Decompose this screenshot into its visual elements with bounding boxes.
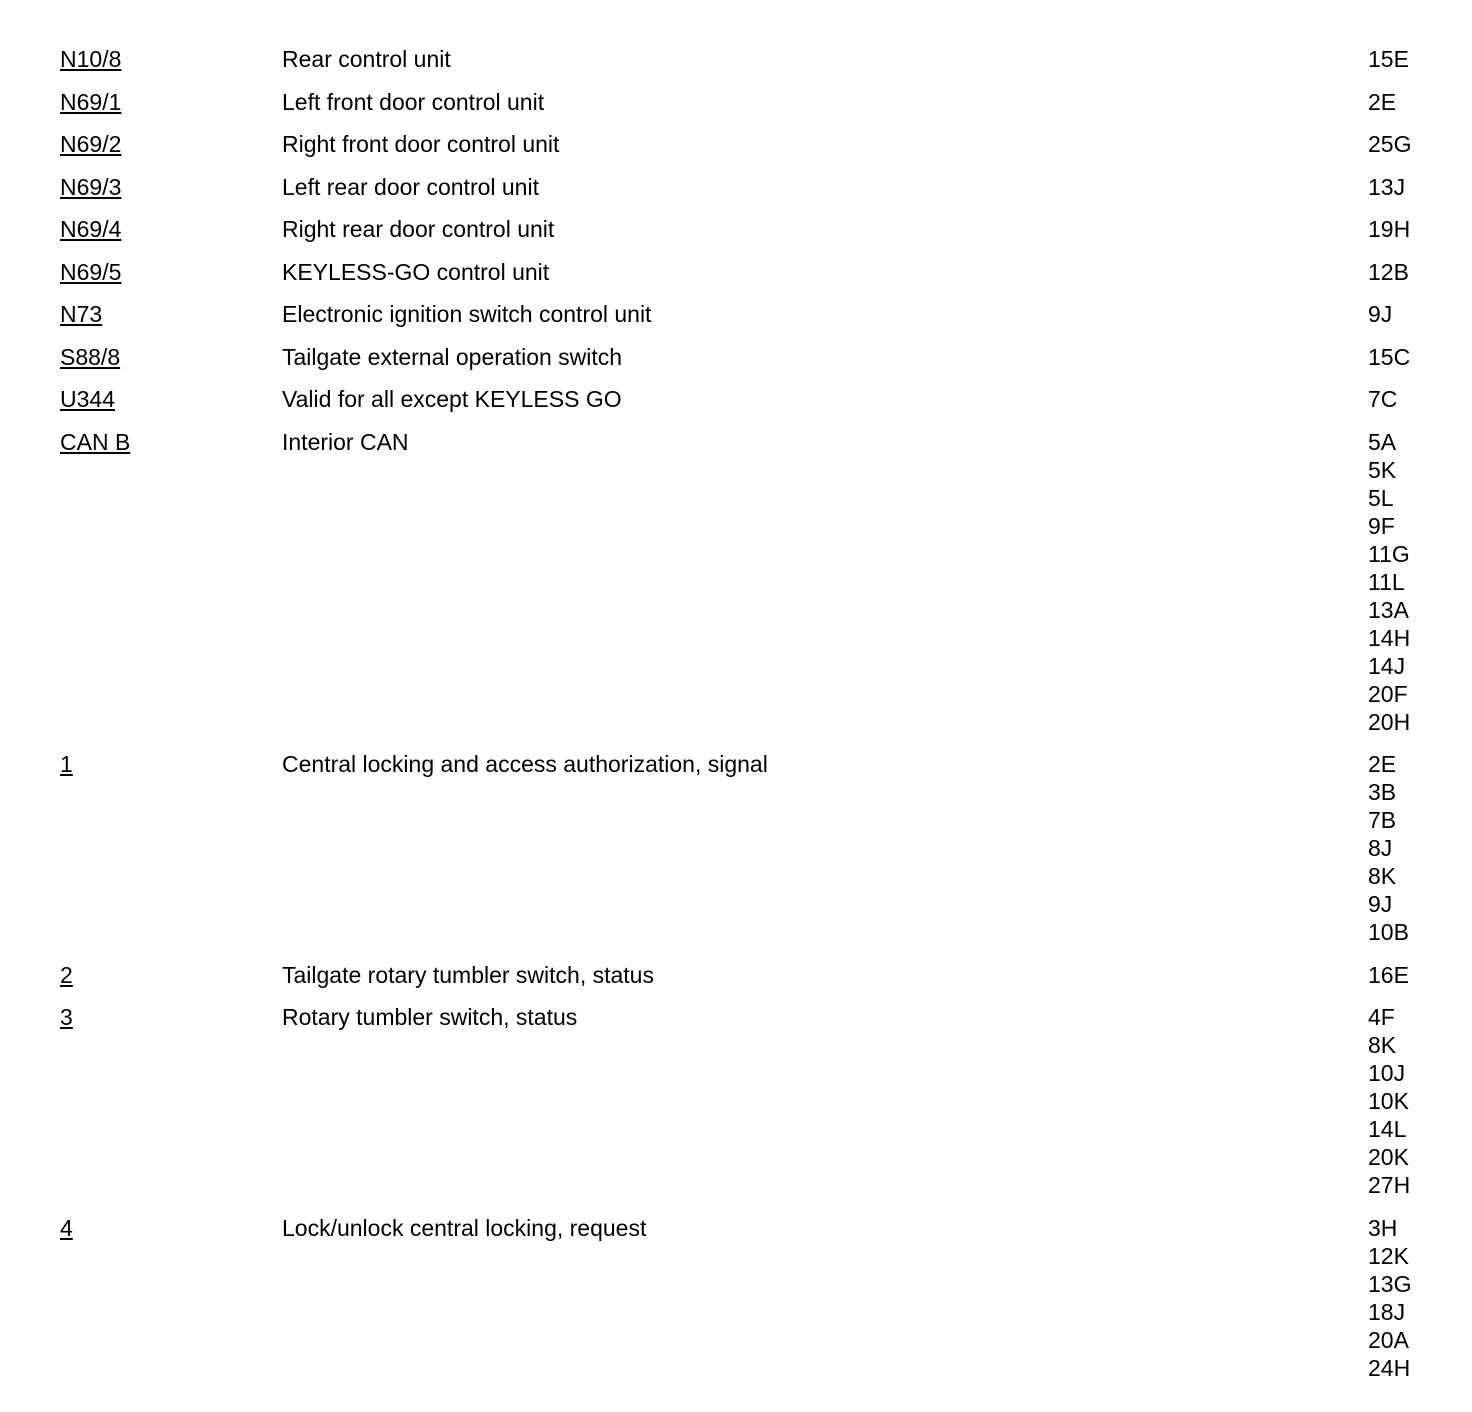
grid-ref: 9F: [1368, 512, 1395, 539]
legend-row: [60, 300, 1432, 328]
grid-ref: 14H: [1368, 624, 1411, 651]
grid-ref: 13A: [1368, 596, 1409, 623]
description: Central locking and access authorization, signal: [282, 751, 768, 777]
legend-row: [60, 130, 1432, 158]
description: Tailgate external operation switch: [282, 343, 623, 370]
legend-row: [60, 258, 1432, 286]
grid-ref: 13J: [1368, 173, 1406, 200]
grid-ref: 2E: [1368, 88, 1397, 115]
legend-row: [60, 45, 1432, 73]
legend-row: [60, 750, 1432, 946]
grid-ref: 7C: [1368, 386, 1398, 412]
grid-refs: [1368, 1214, 1432, 1382]
grid-ref: 9J: [1368, 301, 1393, 327]
description: Right rear door control unit: [282, 216, 555, 242]
grid-ref: 14J: [1368, 652, 1406, 679]
grid-ref: 15C: [1368, 343, 1411, 370]
code-link[interactable]: N69/5: [60, 258, 122, 285]
grid-refs: [1368, 88, 1432, 116]
grid-refs: [1368, 45, 1432, 73]
description: Right front door control unit: [282, 131, 560, 157]
grid-refs: [1368, 300, 1432, 328]
grid-refs: [1368, 385, 1432, 413]
legend-row: [60, 1003, 1432, 1199]
code-link[interactable]: U344: [60, 386, 115, 412]
grid-ref: 8K: [1368, 863, 1397, 889]
code-link[interactable]: S88/8: [60, 343, 121, 370]
legend-row: [60, 173, 1432, 201]
grid-ref: 20H: [1368, 708, 1411, 735]
grid-ref: 5A: [1368, 428, 1397, 455]
grid-ref: 12B: [1368, 258, 1409, 285]
grid-ref: 25G: [1368, 131, 1412, 157]
description: Tailgate rotary tumbler switch, status: [282, 961, 654, 988]
grid-ref: 14L: [1368, 1116, 1407, 1142]
grid-ref: 18J: [1368, 1298, 1406, 1325]
legend-row: [60, 343, 1432, 371]
grid-ref: 20A: [1368, 1326, 1409, 1353]
grid-ref: 19H: [1368, 216, 1411, 242]
grid-ref: 8K: [1368, 1032, 1397, 1058]
grid-ref: 3B: [1368, 779, 1397, 805]
code-link[interactable]: 4: [60, 1214, 73, 1241]
description: Rotary tumbler switch, status: [282, 1004, 578, 1030]
legend-row: [60, 88, 1432, 116]
legend-row: [60, 215, 1432, 243]
grid-ref: 10K: [1368, 1088, 1409, 1114]
grid-ref: 27H: [1368, 1172, 1411, 1198]
legend-row: [60, 385, 1432, 413]
grid-ref: 2E: [1368, 751, 1397, 777]
grid-ref: 7B: [1368, 807, 1397, 833]
grid-ref: 10B: [1368, 919, 1409, 945]
grid-ref: 5K: [1368, 456, 1397, 483]
code-link[interactable]: N10/8: [60, 46, 122, 72]
grid-ref: 15E: [1368, 46, 1409, 72]
grid-refs: [1368, 750, 1432, 946]
grid-refs: [1368, 428, 1432, 736]
grid-ref: 20F: [1368, 680, 1408, 707]
grid-ref: 5L: [1368, 484, 1394, 511]
grid-ref: 3H: [1368, 1214, 1398, 1241]
grid-refs: [1368, 961, 1432, 989]
legend-row: [60, 1214, 1432, 1382]
description: Left rear door control unit: [282, 173, 539, 200]
grid-refs: [1368, 343, 1432, 371]
grid-ref: 11L: [1368, 568, 1405, 595]
code-link[interactable]: N69/1: [60, 88, 122, 115]
description: KEYLESS-GO control unit: [282, 258, 550, 285]
grid-ref: 20K: [1368, 1144, 1409, 1170]
grid-ref: 8J: [1368, 835, 1393, 861]
grid-refs: [1368, 130, 1432, 158]
grid-ref: 9J: [1368, 891, 1393, 917]
grid-refs: [1368, 1003, 1432, 1199]
code-link[interactable]: 2: [60, 961, 73, 988]
grid-refs: [1368, 258, 1432, 286]
grid-ref: 12K: [1368, 1242, 1409, 1269]
legend-row: [60, 428, 1432, 736]
code-link[interactable]: CAN B: [60, 428, 131, 455]
grid-ref: 11G: [1368, 540, 1410, 567]
description: Valid for all except KEYLESS GO: [282, 386, 622, 412]
code-link[interactable]: 3: [60, 1004, 73, 1030]
description: Rear control unit: [282, 46, 451, 72]
code-link[interactable]: N69/3: [60, 173, 122, 200]
component-legend: [60, 45, 1432, 1396]
code-link[interactable]: N73: [60, 301, 103, 327]
grid-refs: [1368, 215, 1432, 243]
code-link[interactable]: N69/2: [60, 131, 122, 157]
description: Interior CAN: [282, 428, 409, 455]
grid-ref: 16E: [1368, 961, 1409, 988]
description: Lock/unlock central locking, request: [282, 1214, 647, 1241]
legend-row: [60, 961, 1432, 989]
grid-ref: 13G: [1368, 1270, 1412, 1297]
code-link[interactable]: N69/4: [60, 216, 122, 242]
code-link[interactable]: 1: [60, 751, 73, 777]
grid-ref: 10J: [1368, 1060, 1406, 1086]
description: Left front door control unit: [282, 88, 545, 115]
grid-ref: 4F: [1368, 1004, 1395, 1030]
grid-refs: [1368, 173, 1432, 201]
grid-ref: 24H: [1368, 1354, 1411, 1381]
description: Electronic ignition switch control unit: [282, 301, 652, 327]
